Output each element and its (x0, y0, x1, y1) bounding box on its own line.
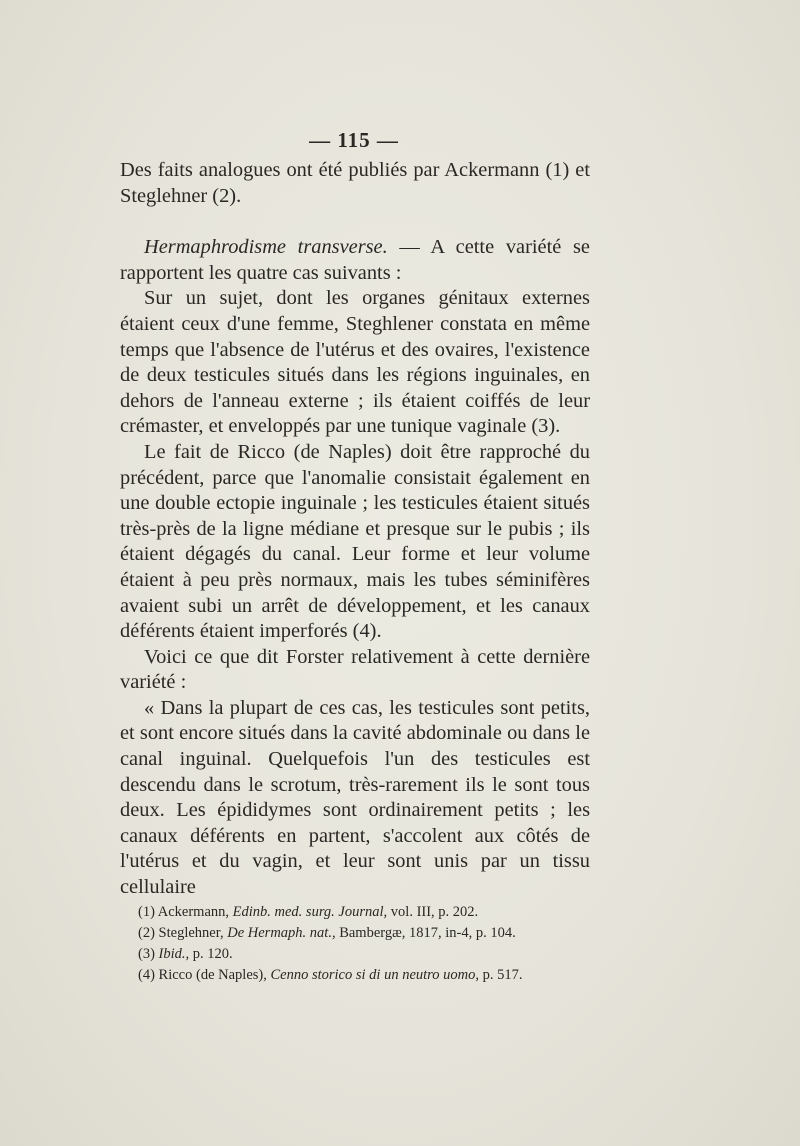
footnotes (138, 902, 598, 986)
footnote-rest: Bambergæ, 1817, in-4, p. 104. (335, 925, 516, 941)
footnote-title: De Hermaph. nat., (227, 925, 336, 941)
footnote (138, 944, 598, 965)
footnote-author: Steglehner, (158, 925, 224, 941)
footnote-title: Cenno storico si di un neutro uomo, (270, 967, 479, 983)
footnote-mark: (4) (138, 967, 155, 983)
footnote-mark: (2) (138, 925, 155, 941)
page-number: — 115 — (309, 128, 399, 152)
paragraph-4: Le fait de Ricco (de Naples) doit être rapproché du précédent, parce que l'anomalie consistait également en une double ectopie inguinale ; les testicules étaient situés très-près de la ligne médiane et presque sur le pubis ; ils étaient dégagés du canal. Leur forme et leur volume étaient à peu près normaux, mais les tubes séminifères avaient subi un arrêt de développement, et les canaux déférents étaient imperforés (4). (120, 440, 590, 643)
footnote-author: Ricco (de Naples), (158, 967, 267, 983)
paragraph-3: Sur un sujet, dont les organes génitaux externes étaient ceux d'une femme, Steghlener constata en même temps que l'absence de l'utérus et des ovaires, l'existence de deux testicules situés dans les régions inguinales, en dehors de l'anneau externe ; ils étaient coiffés de leur crémaster, et enveloppés par une tunique vaginale (3). (120, 287, 590, 438)
footnote-rest: vol. III, p. 202. (387, 904, 479, 920)
paragraph-2-text: — A cette variété se rapportent les quatre cas suivants : (120, 236, 590, 284)
section-heading: Hermaphrodisme transverse. (144, 236, 388, 259)
footnote-title: Edinb. med. surg. Journal, (232, 904, 388, 920)
footnote-author: Ackermann, (157, 904, 230, 920)
paragraph-5: Voici ce que dit Forster relativement à cette dernière variété : (120, 645, 590, 694)
footnote-title: Ibid., (158, 946, 190, 962)
footnote (138, 902, 598, 923)
footnote-mark: (3) (138, 946, 155, 962)
paragraph-2 (120, 235, 590, 286)
footnote (138, 923, 598, 944)
footnote (138, 965, 598, 986)
footnote-rest: p. 517. (479, 967, 523, 983)
paragraph-1: Des faits analogues ont été publiés par Ackermann (1) et Steglehner (2). (120, 159, 590, 207)
footnote-rest: p. 120. (189, 946, 233, 962)
paragraph-6: « Dans la plupart de ces cas, les testicules sont petits, et sont encore situés dans la cavité abdominale ou dans le canal inguinal. Quelquefois l'un des testicules est descendu dans le scrotum, très-rarement ils le sont tous deux. Les épididymes sont ordinairement petits ; les canaux déférents en partent, s'accolent aux côtés de l'utérus et du vagin, et leur sont unis par un tissu cellulaire (120, 696, 590, 899)
body-text (120, 158, 590, 901)
footnote-mark: (1) (138, 904, 155, 920)
